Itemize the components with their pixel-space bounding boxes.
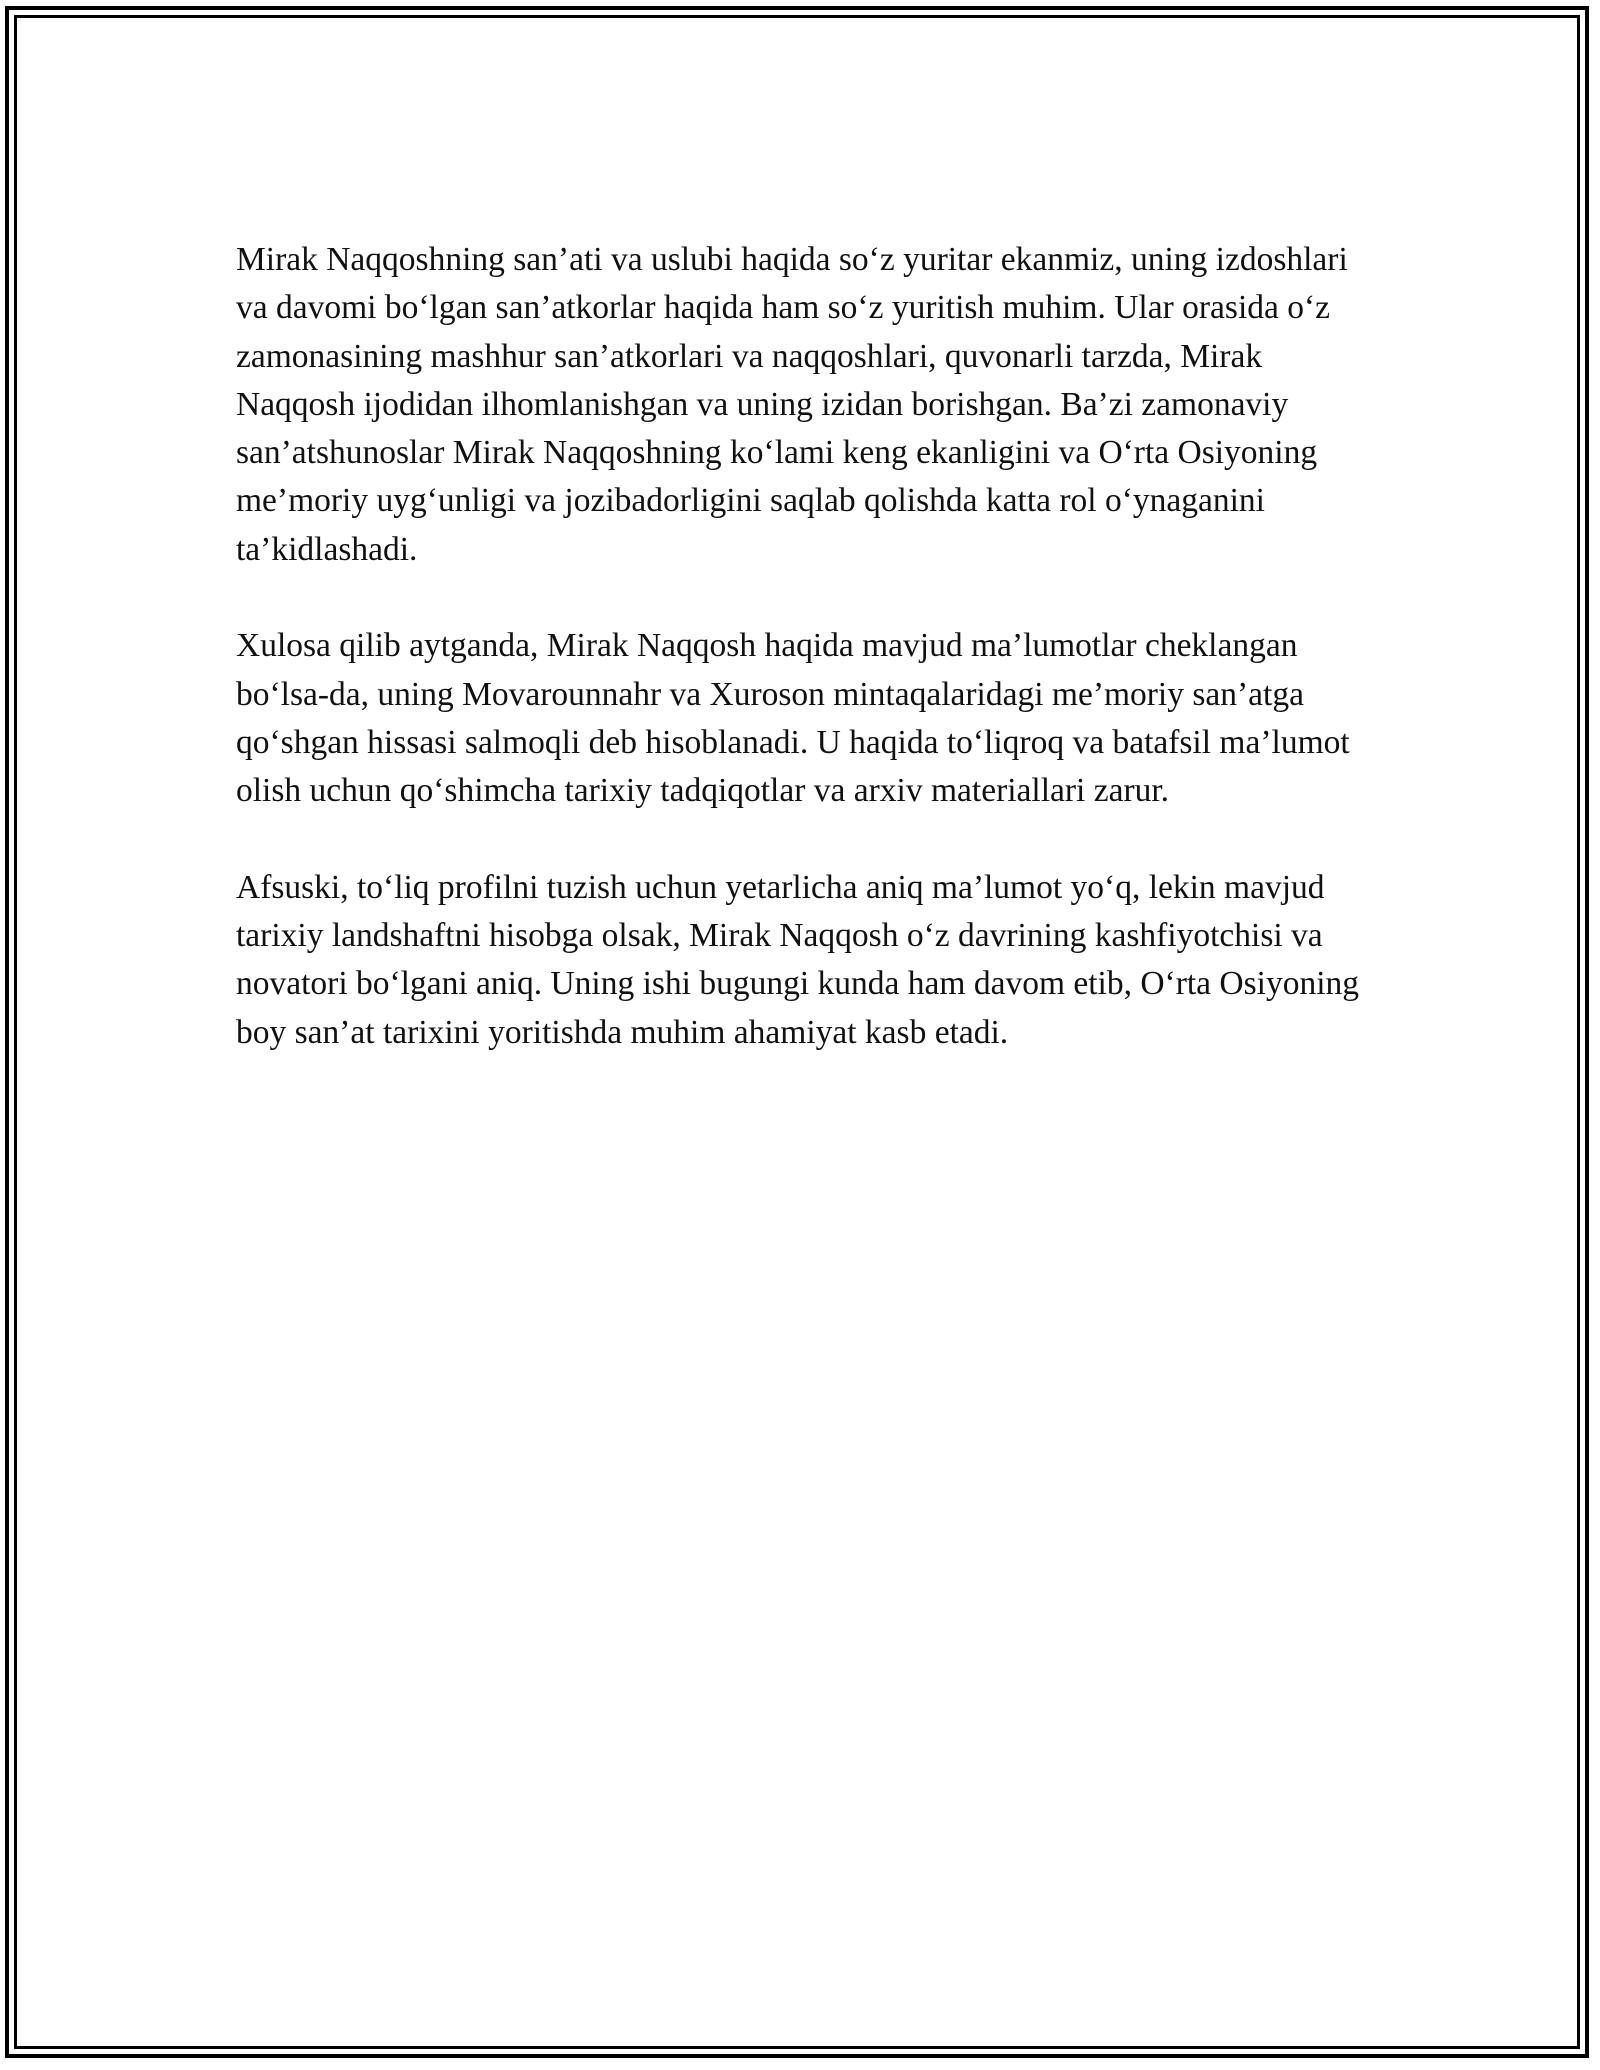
paragraph-2: Xulosa qilib aytganda, Mirak Naqqosh haqida mavjud ma’lumotlar cheklangan bo‘lsa-da, uning Movarounnahr va Xuroson mintaqalaridagi me’moriy san’atga qo‘shgan hissasi salmoqli deb hisoblanadi. U haqida to‘liqroq va batafsil ma’lumot olish uchun qo‘shimcha tarixiy tadqiqotlar va arxiv materiallari zarur.	[236, 627, 1350, 810]
paragraph-3: Afsuski, to‘liq profilni tuzish uchun yetarlicha aniq ma’lumot yo‘q, lekin mavjud tarixiy landshaftni hisobga olsak, Mirak Naqqosh o‘z davrining kashfiyotchisi va novatori bo‘lgani aniq. Uning ishi bugungi kunda ham davom etib, O‘rta Osiyoning boy san’at tarixini yoritishda muhim ahamiyat kasb etadi.	[236, 868, 1360, 1051]
document-body	[236, 236, 1366, 1105]
paragraph-1: Mirak Naqqoshning san’ati va uslubi haqida so‘z yuritar ekanmiz, uning izdoshlari va davomi bo‘lgan san’atkorlar haqida ham so‘z yuritish muhim. Ular orasida o‘z zamonasining mashhur san’atkorlari va naqqoshlari, quvonarli tarzda, Mirak Naqqosh ijodidan ilhomlanishgan va uning izidan borishgan. Ba’zi zamonaviy san’atshunoslar Mirak Naqqoshning ko‘lami keng ekanligini va O‘rta Osiyoning me’moriy uyg‘unligi va jozibadorligini saqlab qolishda katta rol o‘ynaganini ta’kidlashadi.	[236, 241, 1348, 568]
